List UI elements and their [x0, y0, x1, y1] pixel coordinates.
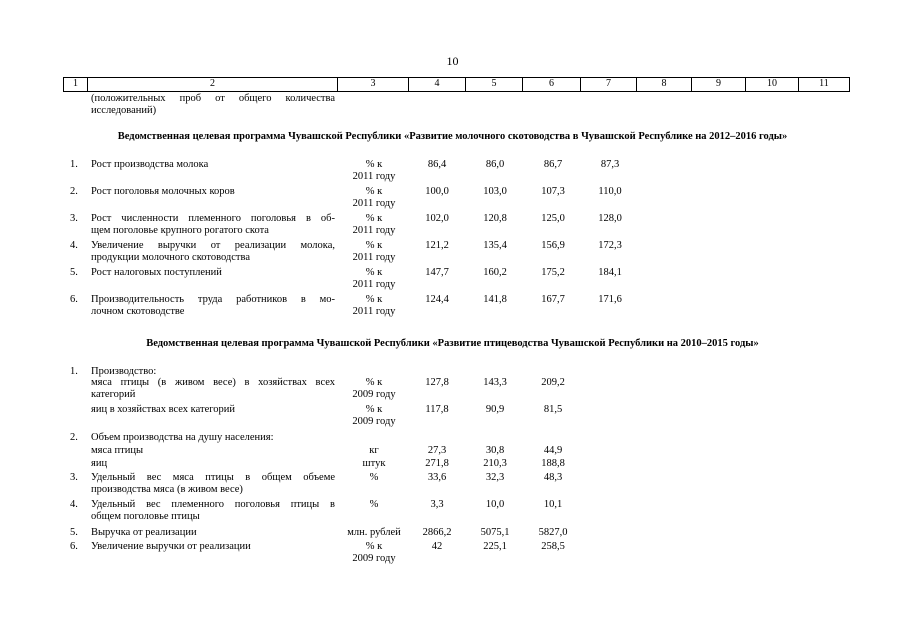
- value-cell: 160,2: [483, 267, 507, 278]
- indicator-name-line: категорий: [91, 389, 136, 400]
- value-cell: 102,0: [425, 213, 449, 224]
- value-cell: 86,0: [485, 159, 505, 170]
- indicator-name-line: Рост поголовья молочных коров: [91, 186, 235, 197]
- value-cell: 87,3: [600, 159, 620, 170]
- unit-line: % к: [365, 240, 383, 251]
- continuation-line: исследований): [91, 105, 157, 116]
- row-number: 4.: [70, 240, 78, 251]
- row-number: 3.: [70, 472, 78, 483]
- row-number: 1.: [70, 159, 78, 170]
- unit-line: 2009 году: [352, 553, 396, 564]
- value-cell: 86,7: [543, 159, 563, 170]
- row-number: 4.: [70, 499, 78, 510]
- unit-line: %: [369, 499, 379, 510]
- value-cell: 225,1: [483, 541, 507, 552]
- row-number: 1.: [70, 366, 78, 377]
- row-number: 6.: [70, 541, 78, 552]
- value-cell: 107,3: [541, 186, 565, 197]
- unit-cell: [336, 267, 412, 291]
- indicator-name-line: производства мяса (в живом весе): [91, 484, 243, 495]
- value-cell: 110,0: [598, 186, 622, 197]
- value-cell: 117,8: [425, 404, 449, 415]
- value-cell: 128,0: [598, 213, 622, 224]
- indicator-name-line: Удельный вес племенного поголовья птицы в: [91, 499, 335, 510]
- value-cell: 175,2: [541, 267, 565, 278]
- section-heading-poultry: Ведомственная целевая программа Чувашской Республики «Развитие птицеводства Чувашской Республики на 2010–2015 годы»: [146, 338, 759, 349]
- unit-line: кг: [369, 445, 379, 456]
- unit-line: 2009 году: [352, 389, 396, 400]
- indicator-name-line: Удельный вес мяса птицы в общем объеме: [91, 472, 335, 483]
- indicator-name: [91, 499, 335, 523]
- unit-line: 2011 году: [352, 279, 396, 290]
- value-cell: 124,4: [425, 294, 449, 305]
- value-cell: 125,0: [541, 213, 565, 224]
- indicator-name-line: яиц в хозяйствах всех категорий: [91, 404, 236, 415]
- value-cell: 2866,2: [422, 527, 452, 538]
- column-number: 11: [798, 78, 850, 91]
- unit-cell: [336, 213, 412, 237]
- column-number: 2: [87, 78, 337, 91]
- indicator-name-line: Производительность труда работников в мо-: [91, 294, 335, 305]
- value-cell: 171,6: [598, 294, 622, 305]
- unit-cell: [336, 499, 412, 511]
- value-cell: 81,5: [543, 404, 563, 415]
- value-cell: 5075,1: [480, 527, 510, 538]
- continuation-text: [91, 93, 335, 117]
- indicator-name-line: Рост производства молока: [91, 159, 209, 170]
- unit-line: % к: [365, 267, 383, 278]
- value-cell: 120,8: [483, 213, 507, 224]
- value-cell: 210,3: [483, 458, 507, 469]
- column-number: 8: [636, 78, 691, 91]
- unit-cell: [336, 541, 412, 565]
- indicator-name: [91, 240, 335, 264]
- row-number: 5.: [70, 267, 78, 278]
- column-number: 4: [408, 78, 465, 91]
- value-cell: 90,9: [485, 404, 505, 415]
- unit-cell: [336, 159, 412, 183]
- page-number: 10: [446, 54, 459, 68]
- unit-cell: [336, 527, 412, 539]
- indicator-name-line: Увеличение выручки от реализации: [91, 541, 251, 552]
- unit-cell: [336, 458, 412, 470]
- indicator-name: [91, 377, 335, 401]
- value-cell: 188,8: [541, 458, 565, 469]
- indicator-name-line: щем поголовье крупного рогатого скота: [91, 225, 269, 236]
- column-number: 9: [691, 78, 745, 91]
- value-cell: 167,7: [541, 294, 565, 305]
- value-cell: 10,1: [543, 499, 563, 510]
- value-cell: 143,3: [483, 377, 507, 388]
- value-cell: 209,2: [541, 377, 565, 388]
- column-number: 10: [745, 78, 798, 91]
- value-cell: 3,3: [430, 499, 444, 510]
- unit-cell: [336, 377, 412, 401]
- value-cell: 48,3: [543, 472, 563, 483]
- unit-cell: [336, 472, 412, 484]
- indicator-name: [91, 445, 335, 457]
- indicator-name-line: лочном скотоводстве: [91, 306, 185, 317]
- unit-cell: [336, 240, 412, 264]
- indicator-name-line: Увеличение выручки от реализации молока,: [91, 240, 335, 251]
- unit-line: % к: [365, 294, 383, 305]
- unit-cell: [336, 186, 412, 210]
- unit-line: штук: [362, 458, 386, 469]
- unit-line: 2011 году: [352, 252, 396, 263]
- value-cell: 42: [431, 541, 443, 552]
- value-cell: 172,3: [598, 240, 622, 251]
- value-cell: 33,6: [427, 472, 447, 483]
- unit-line: % к: [365, 186, 383, 197]
- indicator-name: [91, 541, 335, 553]
- indicator-name-line: Рост численности племенного поголовья в об-: [91, 213, 335, 224]
- unit-cell: [336, 445, 412, 457]
- column-number: 5: [465, 78, 522, 91]
- indicator-name: [91, 294, 335, 318]
- column-number: 6: [522, 78, 580, 91]
- value-cell: 258,5: [541, 541, 565, 552]
- unit-cell: [336, 294, 412, 318]
- unit-line: % к: [365, 377, 383, 388]
- row-number: 2.: [70, 432, 78, 443]
- indicator-name: [91, 159, 335, 171]
- value-cell: 147,7: [425, 267, 449, 278]
- row-number: 3.: [70, 213, 78, 224]
- indicator-name-line: продукции молочного скотоводства: [91, 252, 250, 263]
- value-cell: 10,0: [485, 499, 505, 510]
- indicator-name: [91, 404, 335, 416]
- indicator-name-line: Рост налоговых поступлений: [91, 267, 222, 278]
- column-number: 3: [337, 78, 408, 91]
- indicator-name: [91, 432, 335, 444]
- value-cell: 32,3: [485, 472, 505, 483]
- unit-line: 2011 году: [352, 225, 396, 236]
- value-cell: 135,4: [483, 240, 507, 251]
- value-cell: 86,4: [427, 159, 447, 170]
- unit-line: 2011 году: [352, 198, 396, 209]
- value-cell: 27,3: [427, 445, 447, 456]
- continuation-line: (положительных проб от общего количества: [91, 93, 335, 104]
- indicator-name-line: Объем производства на душу населения:: [91, 432, 274, 443]
- value-cell: 121,2: [425, 240, 449, 251]
- unit-line: % к: [365, 541, 383, 552]
- row-number: 5.: [70, 527, 78, 538]
- indicator-name-line: мяса птицы: [91, 445, 144, 456]
- value-cell: 103,0: [483, 186, 507, 197]
- value-cell: 100,0: [425, 186, 449, 197]
- value-cell: 44,9: [543, 445, 563, 456]
- unit-line: %: [369, 472, 379, 483]
- unit-line: % к: [365, 404, 383, 415]
- value-cell: 30,8: [485, 445, 505, 456]
- value-cell: 184,1: [598, 267, 622, 278]
- unit-line: 2011 году: [352, 171, 396, 182]
- unit-line: % к: [365, 159, 383, 170]
- unit-line: млн. рублей: [347, 527, 401, 538]
- value-cell: 156,9: [541, 240, 565, 251]
- indicator-name-line: яиц: [91, 458, 108, 469]
- column-number-header: [63, 77, 850, 92]
- indicator-name-line: Выручка от реализации: [91, 527, 197, 538]
- value-cell: 127,8: [425, 377, 449, 388]
- row-number: 2.: [70, 186, 78, 197]
- row-number: 6.: [70, 294, 78, 305]
- unit-cell: [336, 404, 412, 428]
- value-cell: 141,8: [483, 294, 507, 305]
- column-number: 7: [580, 78, 636, 91]
- indicator-name-line: мяса птицы (в живом весе) в хозяйствах всех: [91, 377, 335, 388]
- unit-line: % к: [365, 213, 383, 224]
- indicator-name: [91, 186, 335, 198]
- section-heading-dairy: Ведомственная целевая программа Чувашской Республики «Развитие молочного скотоводства в Чувашской Республике на 2012–2016 годы»: [117, 131, 788, 142]
- indicator-name: [91, 458, 335, 470]
- value-cell: 5827,0: [538, 527, 568, 538]
- column-number: 1: [63, 78, 87, 91]
- indicator-name: [91, 527, 335, 539]
- indicator-name-line: Производство:: [91, 366, 157, 377]
- unit-line: 2009 году: [352, 416, 396, 427]
- indicator-name: [91, 213, 335, 237]
- indicator-name: [91, 472, 335, 496]
- unit-line: 2011 году: [352, 306, 396, 317]
- indicator-name: [91, 267, 335, 279]
- value-cell: 271,8: [425, 458, 449, 469]
- indicator-name-line: общем поголовье птицы: [91, 511, 200, 522]
